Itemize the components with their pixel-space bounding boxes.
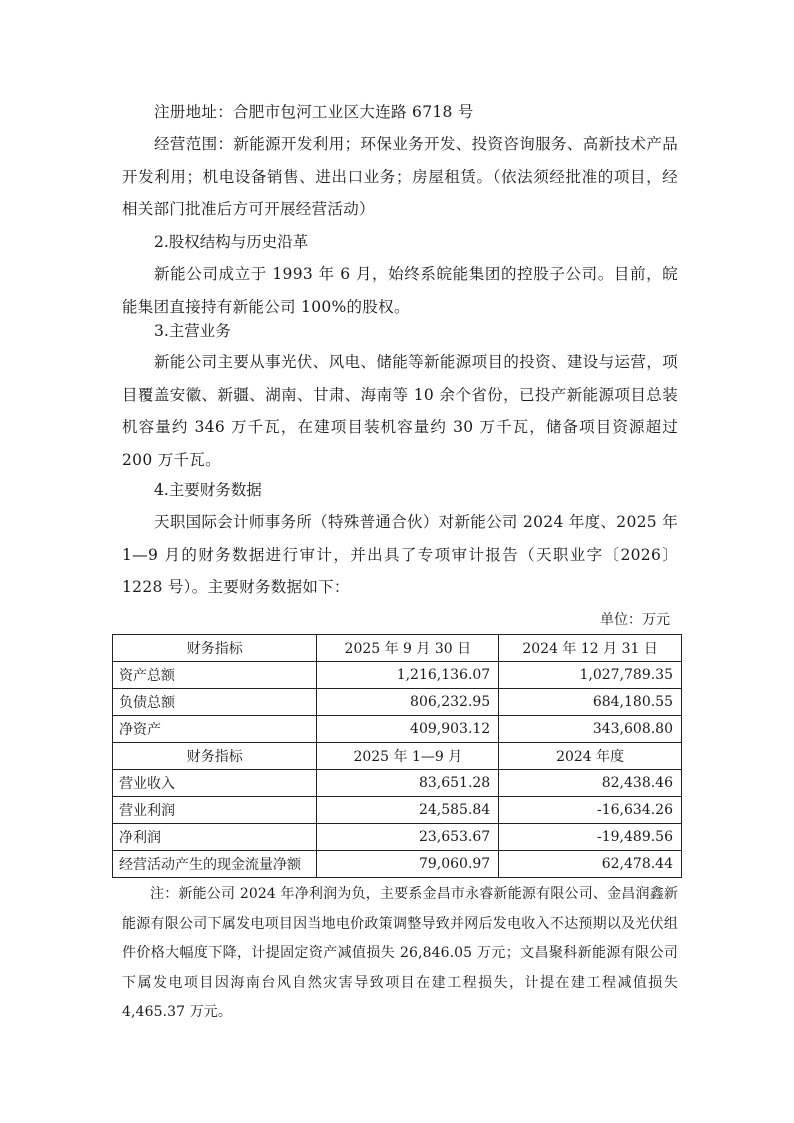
row-value: -16,634.26	[499, 797, 682, 824]
row-label: 经营活动产生的现金流量净额	[113, 851, 317, 878]
row-value: 343,608.80	[499, 716, 682, 743]
row-value: 1,216,136.07	[317, 662, 499, 689]
header-cell: 2025 年 9 月 30 日	[317, 635, 499, 662]
table-header-row	[113, 743, 682, 770]
table-row	[113, 851, 682, 878]
row-value: 79,060.97	[317, 851, 499, 878]
section-2-heading: 2.股权结构与历史沿革	[154, 233, 309, 251]
row-label: 净利润	[113, 824, 317, 851]
row-label: 资产总额	[113, 662, 317, 689]
table-row	[113, 716, 682, 743]
table-row	[113, 824, 682, 851]
table-row	[113, 662, 682, 689]
header-cell: 财务指标	[113, 635, 317, 662]
row-value: 24,585.84	[317, 797, 499, 824]
section-4-heading: 4.主要财务数据	[154, 481, 262, 499]
table-footnote: 注：新能公司 2024 年净利润为负，主要系金昌市永睿新能源有限公司、金昌润鑫新能源有限公司下属发电项目因当地电价政策调整导致并网后发电收入不达预期以及光伏组件价格大幅度下降，计提固定资产减值损失 26,846.05 万元；文昌聚科新能源有限公司下属发电项目因海南台风自然灾害导致项目在建工程损失，计提在建工程减值损失 4,465.37 万元。	[122, 886, 678, 1020]
business-scope: 经营范围：新能源开发利用；环保业务开发、投资咨询服务、高新技术产品开发利用；机电设备销售、进出口业务；房屋租赁。（依法须经批准的项目，经相关部门批准后方可开展经营活动）	[122, 135, 678, 218]
row-label: 负债总额	[113, 689, 317, 716]
row-value: -19,489.56	[499, 824, 682, 851]
section-2-text: 新能公司成立于 1993 年 6 月，始终系皖能集团的控股子公司。目前，皖能集团直接持有新能公司 100%的股权。	[122, 265, 678, 316]
section-3-text: 新能公司主要从事光伏、风电、储能等新能源项目的投资、建设与运营，项目覆盖安徽、新疆、湖南、甘肃、海南等 10 余个省份，已投产新能源项目总装机容量约 346 万千瓦，在建项目装机容量约 30 万千瓦，储备项目资源超过 200 万千瓦。	[122, 353, 678, 469]
row-label: 净资产	[113, 716, 317, 743]
row-value: 806,232.95	[317, 689, 499, 716]
header-cell: 2024 年度	[499, 743, 682, 770]
row-value: 82,438.46	[499, 770, 682, 797]
row-label: 营业利润	[113, 797, 317, 824]
row-value: 409,903.12	[317, 716, 499, 743]
header-cell: 财务指标	[113, 743, 317, 770]
section-3-heading: 3.主营业务	[154, 322, 231, 340]
financial-data-table	[112, 634, 682, 878]
table-row	[113, 689, 682, 716]
unit-label: 单位：万元	[600, 612, 670, 628]
registered-address: 注册地址：合肥市包河工业区大连路 6718 号	[154, 103, 474, 121]
table-row	[113, 797, 682, 824]
row-value: 62,478.44	[499, 851, 682, 878]
row-value: 83,651.28	[317, 770, 499, 797]
header-cell: 2024 年 12 月 31 日	[499, 635, 682, 662]
row-value: 1,027,789.35	[499, 662, 682, 689]
header-cell: 2025 年 1—9 月	[317, 743, 499, 770]
row-value: 684,180.55	[499, 689, 682, 716]
table-header-row	[113, 635, 682, 662]
row-label: 营业收入	[113, 770, 317, 797]
section-4-text: 天职国际会计师事务所（特殊普通合伙）对新能公司 2024 年度、2025 年 1—9 月的财务数据进行审计，并出具了专项审计报告（天职业字〔2026〕1228 号）。主要财务数据如下：	[122, 513, 678, 596]
row-value: 23,653.67	[317, 824, 499, 851]
table-row	[113, 770, 682, 797]
